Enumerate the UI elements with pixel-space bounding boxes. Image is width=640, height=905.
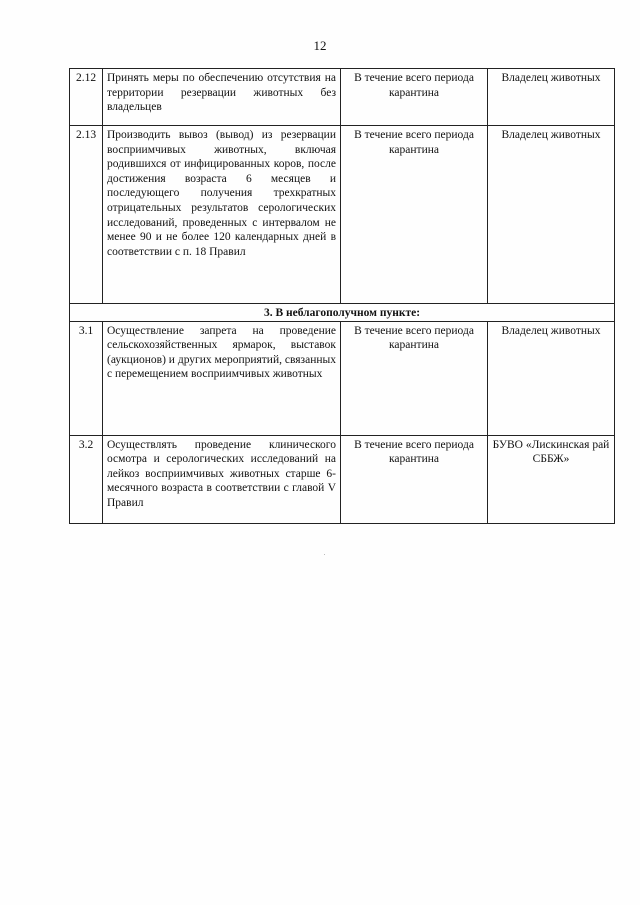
term-text: В течение всего периода карантина — [341, 321, 488, 435]
item-number: 2.12 — [70, 69, 103, 126]
measures-table — [69, 68, 615, 524]
page-number: 12 — [313, 38, 327, 53]
term-text: В течение всего периода карантина — [341, 69, 488, 126]
section-header-row — [70, 304, 615, 322]
scan-speck — [324, 554, 325, 555]
action-text: Производить вывоз (вывод) из резервации восприимчивых животных, включая родившихся от инфицированных коров, после достижения возраста 6 месяцев и последующего получения трехкратных отрицательных результатов серологических исследований, проведенных с интервалом не менее 90 и не более 120 календарных дней в соответствии с п. 18 Правил — [103, 126, 341, 304]
table-row — [70, 126, 615, 304]
item-number: 3.2 — [70, 435, 103, 523]
item-number: 2.13 — [70, 126, 103, 304]
action-text: Принять меры по обеспечению отсутствия на территории резервации животных без владельцев — [103, 69, 341, 126]
responsible-text: Владелец животных — [488, 69, 615, 126]
action-text: Осуществление запрета на проведение сельскохозяйственных ярмарок, выставок (аукционов) и других мероприятий, связанных с перемещением восприимчивых животных — [103, 321, 341, 435]
item-number: 3.1 — [70, 321, 103, 435]
term-text: В течение всего периода карантина — [341, 435, 488, 523]
table-row — [70, 69, 615, 126]
responsible-text: БУВО «Лискинская рай СББЖ» — [488, 435, 615, 523]
table-row — [70, 321, 615, 435]
responsible-text: Владелец животных — [488, 126, 615, 304]
table-row — [70, 435, 615, 523]
section-title: 3. В неблагополучном пункте: — [70, 304, 615, 322]
term-text: В течение всего периода карантина — [341, 126, 488, 304]
action-text: Осуществлять проведение клинического осмотра и серологических исследований на лейкоз восприимчивых животных старше 6-месячного возраста в соответствии с главой V Правил — [103, 435, 341, 523]
responsible-text: Владелец животных — [488, 321, 615, 435]
